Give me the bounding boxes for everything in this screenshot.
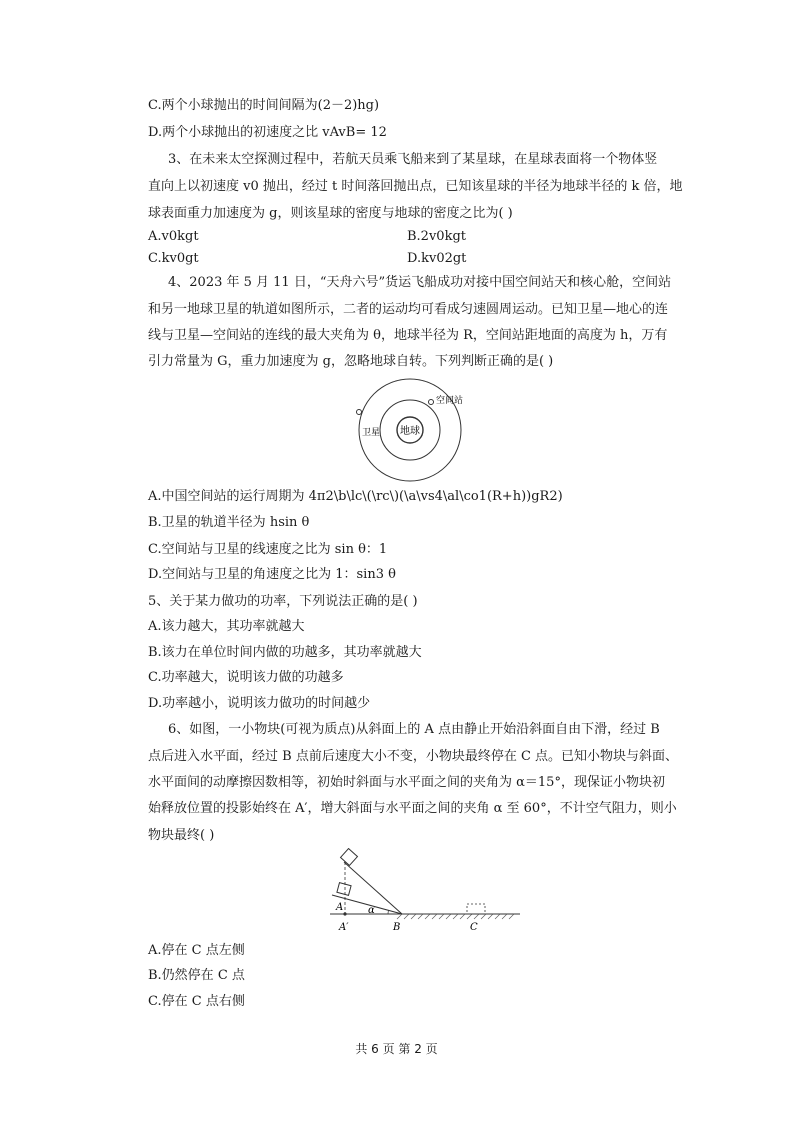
q2-option-c: C.两个小球抛出的时间间隔为(2－2)hg) (148, 98, 380, 113)
a-prime-dot (343, 912, 346, 915)
block-shallow (337, 883, 351, 896)
q4-option-c: C.空间站与卫星的线速度之比为 sin θ：1 (148, 542, 388, 557)
q6-incline-figure (330, 848, 520, 943)
satellite-dot (357, 410, 362, 415)
q4-stem-line-2: 和另一地球卫星的轨道如图所示，二者的运动均可看成匀速圆周运动。已知卫星—地心的连 (148, 302, 669, 317)
q3-option-d: D.kv02gt (407, 251, 467, 266)
q6-option-a: A.停在 C 点左侧 (148, 943, 245, 958)
q4-option-a: A.中国空间站的运行周期为 4π2\b\lc\(\rc\)(\a\vs4\al\co1(R+h))gR2) (148, 489, 563, 504)
q6-stem-line-3: 水平面间的动摩擦因数相等，初始时斜面与水平面之间的夹角为 α＝15°，现保证小物块初 (148, 775, 665, 790)
label-b: B (393, 922, 401, 933)
q4-orbit-figure (352, 378, 482, 488)
q5-stem: 5、关于某力做功的功率，下列说法正确的是( ) (148, 594, 418, 609)
q6-stem-line-1: 6、如图，一小物块(可视为质点)从斜面上的 A 点由静止开始沿斜面自由下滑，经过 B (168, 722, 660, 737)
q6-stem-line-2: 点后进入水平面，经过 B 点前后速度大小不变，小物块最终停在 C 点。已知小物块与斜面、 (148, 749, 679, 764)
q6-stem-line-4: 始释放位置的投影始终在 A′，增大斜面与水平面之间的夹角 α 至 60°，不计空气阻力，则小 (148, 801, 677, 816)
q3-option-c: C.kv0gt (148, 251, 199, 266)
earth-label: 地球 (400, 426, 420, 437)
q3-stem-line-1: 3、在未来太空探测过程中，若航天员乘飞船来到了某星球，在星球表面将一个物体竖 (168, 152, 658, 167)
q5-option-b: B.该力在单位时间内做的功越多，其功率就越大 (148, 645, 422, 660)
q4-stem-line-3: 线与卫星—空间站的连线的最大夹角为 θ，地球半径为 R，空间站距地面的高度为 h，万有 (148, 328, 668, 343)
q4-option-d: D.空间站与卫星的角速度之比为 1：sin3 θ (148, 567, 396, 582)
label-alpha: α (368, 905, 375, 916)
label-c: C (470, 922, 478, 933)
label-a-prime: A′ (339, 922, 349, 933)
q3-stem-line-3: 球表面重力加速度为 g，则该星球的密度与地球的密度之比为( ) (148, 206, 513, 221)
block-steep (341, 849, 358, 866)
q5-option-a: A.该力越大，其功率就越大 (148, 619, 305, 634)
ground-hatch (397, 914, 514, 919)
q5-option-d: D.功率越小，说明该力做功的时间越少 (148, 696, 371, 711)
satellite-label: 卫星 (362, 428, 381, 438)
alpha-arc (388, 910, 389, 914)
block-at-c (467, 904, 485, 914)
page-footer: 共 6 页 第 2 页 (355, 1042, 438, 1056)
q4-option-b: B.卫星的轨道半径为 hsin θ (148, 515, 310, 530)
q5-option-c: C.功率越大，说明该力做的功越多 (148, 670, 344, 685)
station-dot (429, 400, 434, 405)
q3-option-a: A.v0kgt (148, 229, 199, 244)
q6-stem-line-5: 物块最终( ) (148, 828, 215, 843)
q3-option-b: B.2v0kgt (407, 229, 466, 244)
q4-stem-line-1: 4、2023 年 5 月 11 日，“天舟六号”货运飞船成功对接中国空间站天和核心舱，空间站 (168, 275, 672, 290)
label-a: A (336, 902, 344, 913)
q4-stem-line-4: 引力常量为 G，重力加速度为 g，忽略地球自转。下列判断正确的是( ) (148, 354, 554, 369)
station-label: 空间站 (436, 396, 464, 406)
q2-option-d: D.两个小球抛出的初速度之比 vAvB= 12 (148, 125, 387, 140)
q6-option-c: C.停在 C 点右侧 (148, 994, 245, 1009)
q6-option-b: B.仍然停在 C 点 (148, 968, 245, 983)
q3-stem-line-2: 直向上以初速度 v0 抛出，经过 t 时间落回抛出点，已知该星球的半径为地球半径的 k 倍，地 (148, 179, 683, 194)
